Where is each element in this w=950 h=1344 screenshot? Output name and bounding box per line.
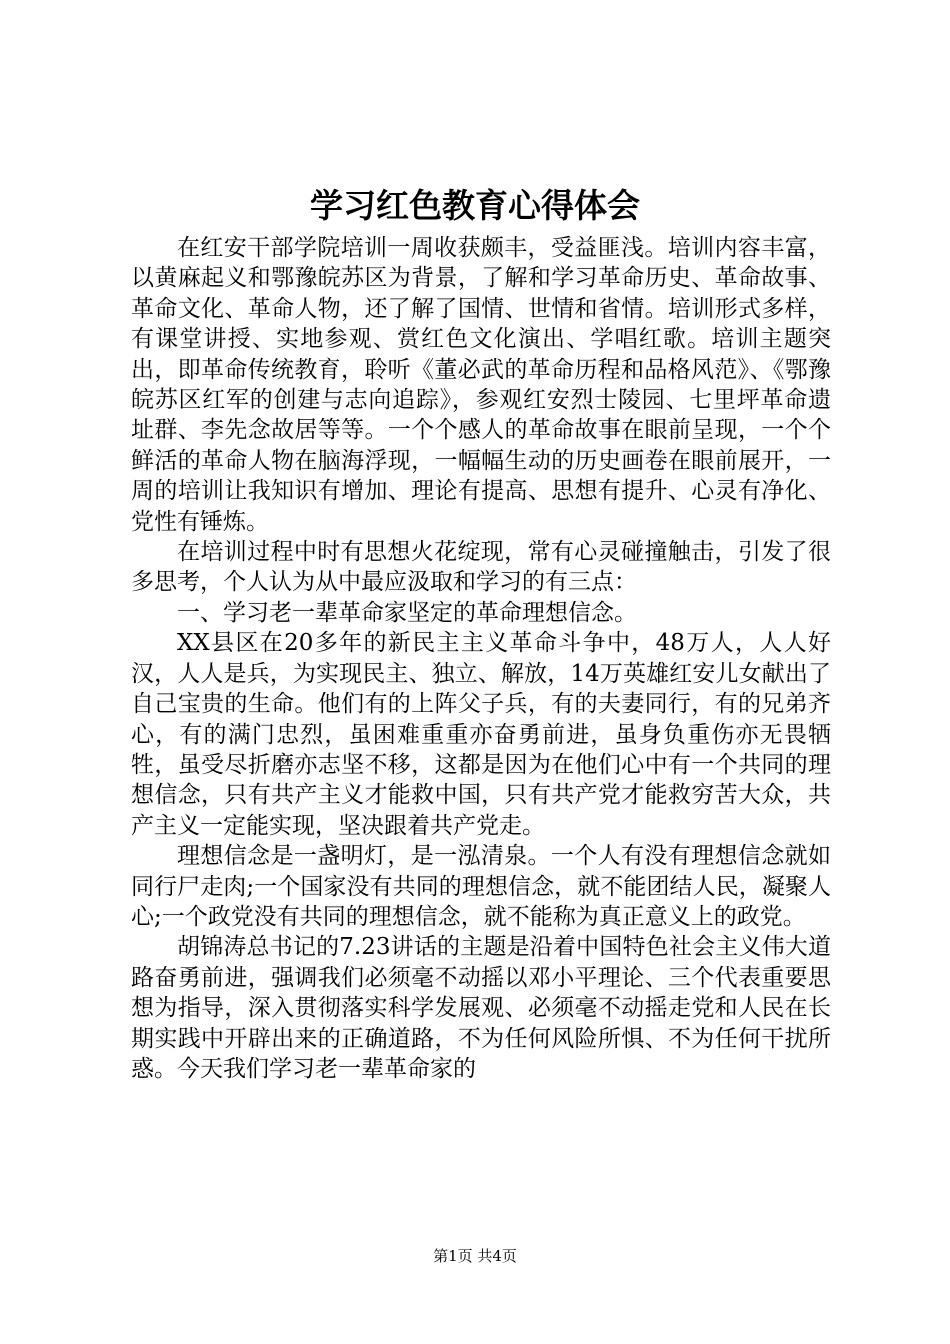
section-heading-1: 一、学习老一辈革命家坚定的革命理想信念。 bbox=[177, 599, 637, 626]
page-footer: 第1页 共4页 bbox=[433, 1247, 517, 1265]
paragraph-intro: 在红安干部学院培训一周收获颇丰，受益匪浅。培训内容丰富，以黄麻起义和鄂豫皖苏区为背景，了解和学习革命历史、革命故事、革命文化、革命人物，还了解了国情、世情和省情。培训形式多样，有课堂讲授、实地参观、赏红色文化演出、学唱红歌。培训主题突出，即革命传统教育，聆听《董必武的革命历程和品格风范》、《鄂豫皖苏区红军的创建与志向追踪》，参观红安烈士陵园、七里坪革命遗址群、李先念故居等等。一个个感人的革命故事在眼前呈现，一个个鲜活的革命人物在脑海浮现，一幅幅生动的历史画卷在眼前展开，一周的培训让我知识有增加、理论有提高、思想有提升、心灵有净化、党性有锤炼。 bbox=[131, 235, 831, 535]
paragraph-reflection: 在培训过程中时有思想火花绽现，常有心灵碰撞触击，引发了很多思考，个人认为从中最应汲取和学习的有三点： bbox=[131, 539, 831, 596]
paragraph-ideals: 理想信念是一盏明灯，是一泓清泉。一个人有没有理想信念就如同行尸走肉;一个国家没有共同的理想信念，就不能团结人民，凝聚人心;一个政党没有共同的理想信念，就不能称为真正意义上的政党。 bbox=[131, 843, 831, 930]
document-title: 学习红色教育心得体会 bbox=[310, 186, 640, 225]
document-body bbox=[131, 233, 831, 1084]
paragraph-speech: 胡锦涛总书记的7.23讲话的主题是沿着中国特色社会主义伟大道路奋勇前进，强调我们必须毫不动摇以邓小平理论、三个代表重要思想为指导，深入贯彻落实科学发展观、必须毫不动摇走党和人民在长期实践中开辟出来的正确道路，不为任何风险所惧、不为任何干扰所惑。今天我们学习老一辈革命家的 bbox=[131, 934, 831, 1082]
paragraph-history: XX县区在20多年的新民主主义革命斗争中，48万人，人人好汉，人人是兵，为实现民主、独立、解放，14万英雄红安儿女献出了自己宝贵的生命。他们有的上阵父子兵，有的夫妻同行，有的兄弟齐心，有的满门忠烈，虽困难重重亦奋勇前进，虽身负重伤亦无畏牺牲，虽受尽折磨亦志坚不移，这都是因为在他们心中有一个共同的理想信念，只有共产主义才能救中国，只有共产党才能救穷苦大众，共产主义一定能实现，坚决跟着共产党走。 bbox=[131, 630, 831, 839]
